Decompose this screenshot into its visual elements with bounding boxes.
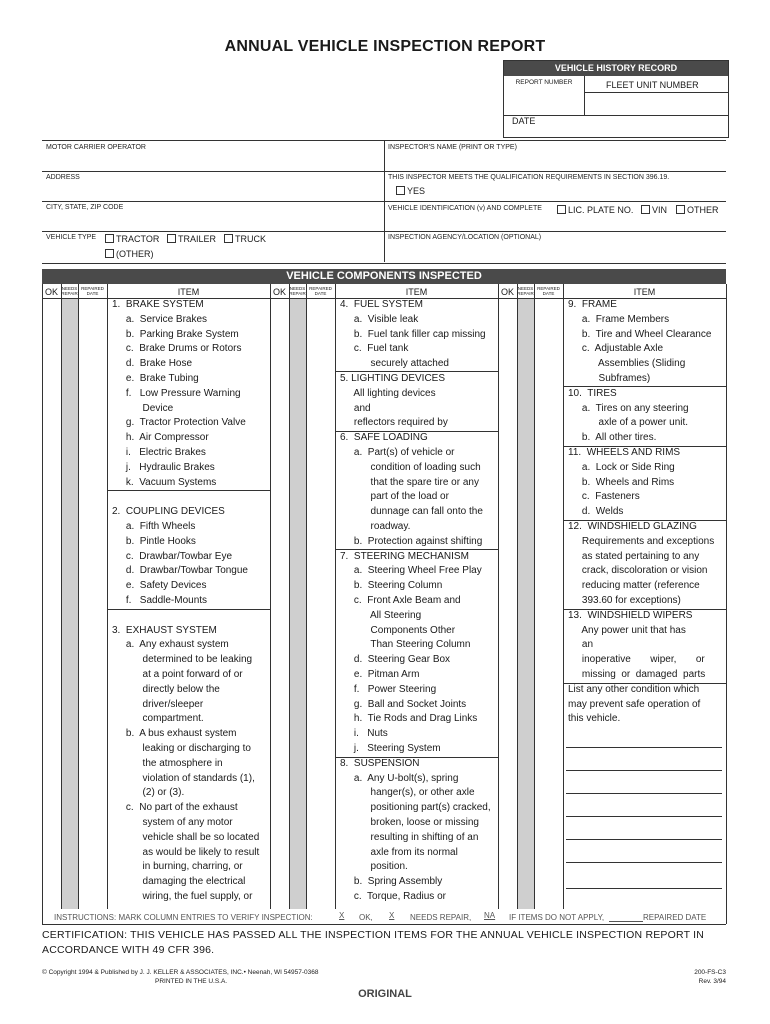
city-label: CITY, STATE, ZIP CODE	[46, 204, 124, 211]
inspection-item: dunnage can fall onto the	[340, 506, 483, 518]
col1-item-header: ITEM	[177, 287, 200, 297]
inspection-item: securely attached	[340, 358, 449, 370]
inspection-item: b. Pintle Hooks	[112, 535, 196, 547]
inspection-item: this vehicle.	[568, 713, 621, 725]
inspection-item: e. Pitman Arm	[340, 669, 420, 680]
inspection-item: 3. EXHAUST SYSTEM	[112, 624, 217, 636]
inspection-item: 4. FUEL SYSTEM	[340, 299, 423, 310]
inspection-item: b. Fuel tank filler cap missing	[340, 328, 486, 340]
inspection-item: j. Hydraulic Brakes	[112, 461, 215, 473]
inspection-item: Components Other	[340, 624, 456, 636]
inspection-item: missing or damaged parts	[568, 669, 706, 680]
inspection-item: 8. SUSPENSION	[340, 757, 420, 769]
inspection-item: c. Brake Drums or Rotors	[112, 343, 242, 355]
inspection-item: f. Power Steering	[340, 683, 437, 695]
date-field[interactable]	[504, 116, 728, 137]
inspection-item: b. Spring Assembly	[340, 876, 443, 888]
inspection-item: List any other condition which	[568, 683, 700, 695]
instructions-repaired-date: REPAIRED DATE	[643, 913, 707, 922]
inspection-item: e. Brake Tubing	[112, 373, 199, 384]
inspection-item: Than Steering Column	[340, 639, 471, 651]
col1-ok-header: OK	[44, 287, 58, 297]
inspection-item: c. Drawbar/Towbar Eye	[112, 550, 233, 562]
inspection-item: 393.60 for exceptions)	[568, 595, 681, 606]
instructions-ok: OK,	[359, 913, 373, 922]
inspection-item: g. Ball and Socket Joints	[340, 698, 467, 710]
inspection-item: 10. TIRES	[568, 387, 617, 399]
inspection-item: b. Parking Brake System	[112, 328, 239, 340]
inspection-item: 7. STEERING MECHANISM	[340, 550, 469, 562]
col2-needs-repair-header: NEEDS REPAIR	[289, 286, 306, 296]
inspection-item: 13. WINDSHIELD WIPERS	[568, 609, 693, 621]
motor-carrier-field[interactable]	[42, 152, 384, 170]
inspection-item: All lighting devices	[340, 387, 436, 399]
agency-label: INSPECTION AGENCY/LOCATION (OPTIONAL)	[388, 234, 542, 241]
inspection-item: broken, loose or missing	[340, 817, 479, 828]
inspection-item: a. Lock or Side Ring	[568, 461, 675, 473]
other-id-option[interactable]: OTHER	[676, 205, 719, 215]
inspection-item: c. Adjustable Axle	[568, 343, 664, 355]
inspection-item: b. Tire and Wheel Clearance	[568, 328, 712, 340]
vehicle-id-label: VEHICLE IDENTIFICATION (v) AND COMPLETE	[388, 205, 542, 212]
item-column-1	[112, 298, 270, 910]
inspection-item: d. Steering Gear Box	[340, 654, 451, 666]
inspection-item: as stated pertaining to any	[568, 550, 700, 562]
vin-checkbox[interactable]	[641, 205, 650, 214]
inspection-item: c. Front Axle Beam and	[340, 595, 461, 606]
inspector-name-label: INSPECTOR'S NAME (PRINT OR TYPE)	[388, 144, 517, 151]
inspection-item: hanger(s), or other axle	[340, 787, 475, 799]
inspection-item: reflectors required by	[340, 417, 448, 429]
inspection-item: Assemblies (Sliding	[568, 358, 686, 370]
inspection-item: the atmosphere in	[112, 757, 223, 769]
yes-checkbox[interactable]	[396, 186, 405, 195]
inspection-item: d. Drawbar/Towbar Tongue	[112, 565, 248, 577]
instructions-na: NA	[484, 911, 496, 920]
inspection-item: Device	[112, 402, 174, 414]
inspection-item: c. Fuel tank	[340, 343, 409, 355]
inspection-item: roadway.	[340, 521, 411, 532]
inspection-item: f. Low Pressure Warning	[112, 387, 241, 399]
inspection-item: positioning part(s) cracked,	[340, 802, 491, 814]
inspection-item: a. Tires on any steering	[568, 402, 689, 414]
inspection-item: a. Fifth Wheels	[112, 521, 196, 532]
inspection-item: and	[340, 402, 371, 414]
col1-repaired-date-header: REPAIRED DATE	[81, 286, 104, 296]
inspection-item: reducing matter (reference	[568, 580, 700, 592]
form-number: 200-FS-C3	[694, 969, 726, 976]
vehicle-history-header: VEHICLE HISTORY RECORD	[504, 61, 728, 76]
inspection-item: (2) or (3).	[112, 787, 185, 799]
inspection-item: axle from its normal	[340, 846, 458, 858]
inspection-item: a. Service Brakes	[112, 313, 208, 325]
inspection-item: 9. FRAME	[568, 299, 617, 310]
inspection-item: vehicle shall be so located	[112, 831, 260, 843]
inspection-item: 11. WHEELS AND RIMS	[568, 447, 681, 458]
col2-ok-header: OK	[272, 287, 286, 297]
inspection-item: in burning, charring, or	[112, 861, 243, 873]
inspection-item: axle of a power unit.	[568, 417, 689, 429]
inspection-item: 6. SAFE LOADING	[340, 432, 428, 444]
inspection-item: system of any motor	[112, 817, 233, 828]
col1-needs-repair-header: NEEDS REPAIR	[61, 286, 78, 296]
vehicle-type-label: VEHICLE TYPE	[46, 234, 97, 241]
inspection-item: part of the load or	[340, 491, 449, 503]
inspection-item: violation of standards (1),	[112, 772, 255, 784]
instructions-na-text: IF ITEMS DO NOT APPLY,	[509, 913, 605, 922]
inspection-item: g. Tractor Protection Valve	[112, 417, 246, 429]
printed-text: PRINTED IN THE U.S.A.	[155, 978, 228, 985]
inspection-item: c. Fasteners	[568, 491, 640, 503]
inspection-item: h. Tie Rods and Drag Links	[340, 713, 478, 725]
inspection-item: driver/sleeper	[112, 698, 204, 710]
inspection-item: All Steering	[340, 609, 422, 621]
inspection-item: 5. LIGHTING DEVICES	[340, 373, 446, 384]
inspection-item: e. Safety Devices	[112, 580, 207, 592]
inspection-item: Subframes)	[568, 373, 651, 384]
trailer-checkbox[interactable]	[167, 234, 176, 243]
yes-checkbox-group[interactable]: YES	[396, 186, 425, 196]
col2-repaired-date-header: REPAIRED DATE	[309, 286, 332, 296]
item-column-2	[340, 298, 498, 910]
inspection-item: crack, discoloration or vision	[568, 565, 708, 577]
col3-needs-repair-header: NEEDS REPAIR	[517, 286, 534, 296]
inspection-item: wiring, the fuel supply, or	[112, 891, 253, 902]
trailer-option[interactable]: TRAILER	[167, 234, 216, 244]
agency-field[interactable]	[384, 242, 726, 261]
inspection-item: a. Any exhaust system	[112, 639, 229, 651]
col3-item-header: ITEM	[633, 287, 656, 297]
inspection-item: as would be likely to result	[112, 846, 260, 858]
inspection-item: h. Air Compressor	[112, 432, 209, 444]
inspection-item: k. Vacuum Systems	[112, 476, 217, 488]
truck-option[interactable]: TRUCK	[224, 234, 266, 244]
inspection-item: position.	[340, 861, 408, 873]
report-title: ANNUAL VEHICLE INSPECTION REPORT	[224, 38, 546, 55]
inspection-item: i. Electric Brakes	[112, 447, 206, 458]
col3-ok-header: OK	[500, 287, 514, 297]
instructions-x-repair: X	[389, 911, 395, 920]
address-label: ADDRESS	[46, 174, 80, 181]
inspection-item: b. Steering Column	[340, 580, 443, 592]
vehicle-history-record	[503, 60, 729, 138]
city-field[interactable]	[42, 212, 384, 230]
truck-checkbox[interactable]	[224, 234, 233, 243]
inspection-item: that the spare tire or any	[340, 476, 479, 488]
inspection-item: d. Welds	[568, 506, 624, 518]
instructions-x-ok: X	[339, 911, 345, 920]
inspection-item: 1. BRAKE SYSTEM	[112, 299, 204, 310]
vin-option[interactable]: VIN	[641, 205, 667, 215]
inspection-item: b. Protection against shifting	[340, 535, 483, 547]
inspection-item: damaging the electrical	[112, 876, 246, 888]
tractor-checkbox[interactable]	[105, 234, 114, 243]
other-id-checkbox[interactable]	[676, 205, 685, 214]
inspection-item: condition of loading such	[340, 461, 481, 473]
inspection-item: a. Visible leak	[340, 313, 419, 325]
inspection-item: Requirements and exceptions	[568, 535, 715, 547]
item-column-3	[568, 298, 726, 910]
fleet-unit-label: FLEET UNIT NUMBER	[606, 80, 699, 90]
inspection-item: directly below the	[112, 683, 220, 695]
inspection-item: a. Steering Wheel Free Play	[340, 565, 482, 577]
inspection-item: leaking or discharging to	[112, 743, 251, 754]
inspection-item: inoperative wiper, or	[568, 654, 705, 666]
tractor-option[interactable]: TRACTOR	[105, 234, 159, 244]
components-header: VEHICLE COMPONENTS INSPECTED	[42, 269, 726, 284]
inspection-item: compartment.	[112, 713, 204, 725]
other-type-option[interactable]: (OTHER)	[105, 249, 154, 259]
other-type-checkbox[interactable]	[105, 249, 114, 258]
instructions-needs-repair: NEEDS REPAIR,	[410, 913, 472, 922]
inspection-item: f. Saddle-Mounts	[112, 595, 208, 606]
inspection-item: b. A bus exhaust system	[112, 728, 237, 740]
col3-repaired-date-header: REPAIRED DATE	[537, 286, 560, 296]
inspection-item: 12. WINDSHIELD GLAZING	[568, 521, 697, 532]
inspection-item: at a point forward of or	[112, 669, 243, 680]
copyright-text: © Copyright 1994 & Published by J. J. KELLER & ASSOCIATES, INC.• Neenah, WI 54957-0368	[42, 969, 319, 976]
inspection-item: c. No part of the exhaust	[112, 802, 238, 814]
qualification-label: THIS INSPECTOR MEETS THE QUALIFICATION REQUIREMENTS IN SECTION 396.19.	[388, 174, 670, 181]
inspector-name-field[interactable]	[384, 152, 726, 170]
address-field[interactable]	[42, 182, 384, 200]
inspection-item: 2. COUPLING DEVICES	[112, 506, 225, 518]
inspection-item: a. Frame Members	[568, 313, 670, 325]
inspection-item: resulting in shifting of an	[340, 831, 479, 843]
lic-plate-checkbox[interactable]	[557, 205, 566, 214]
inspection-item: j. Steering System	[340, 743, 441, 754]
col2-item-header: ITEM	[405, 287, 428, 297]
inspection-item: i. Nuts	[340, 728, 388, 740]
inspection-item: a. Any U-bolt(s), spring	[340, 772, 459, 784]
inspection-item: c. Torque, Radius or	[340, 891, 446, 902]
original-label: ORIGINAL	[358, 988, 412, 1000]
inspection-item: determined to be leaking	[112, 654, 253, 666]
inspection-item: an	[568, 639, 594, 651]
inspection-item: a. Part(s) of vehicle or	[340, 447, 455, 458]
inspection-item: b. Wheels and Rims	[568, 476, 675, 488]
report-number-label: REPORT NUMBER	[515, 79, 573, 86]
date-label: DATE	[512, 116, 536, 126]
instructions-text: INSTRUCTIONS: MARK COLUMN ENTRIES TO VERIFY INSPECTION:	[54, 913, 313, 922]
revision: Rev. 3/94	[698, 978, 726, 985]
inspection-item: b. All other tires.	[568, 432, 657, 444]
motor-carrier-label: MOTOR CARRIER OPERATOR	[46, 144, 146, 151]
certification-text: CERTIFICATION: THIS VEHICLE HAS PASSED ALL THE INSPECTION ITEMS FOR THE ANNUAL VEHICLE INSPECTION REPORT IN ACCORDANCE WITH 49 CFR 396.	[42, 929, 705, 956]
lic-plate-option[interactable]: LIC. PLATE NO.	[557, 205, 633, 215]
inspection-item: may prevent safe operation of	[568, 698, 701, 710]
inspection-item: d. Brake Hose	[112, 358, 193, 370]
inspection-item: Any power unit that has	[568, 624, 686, 636]
